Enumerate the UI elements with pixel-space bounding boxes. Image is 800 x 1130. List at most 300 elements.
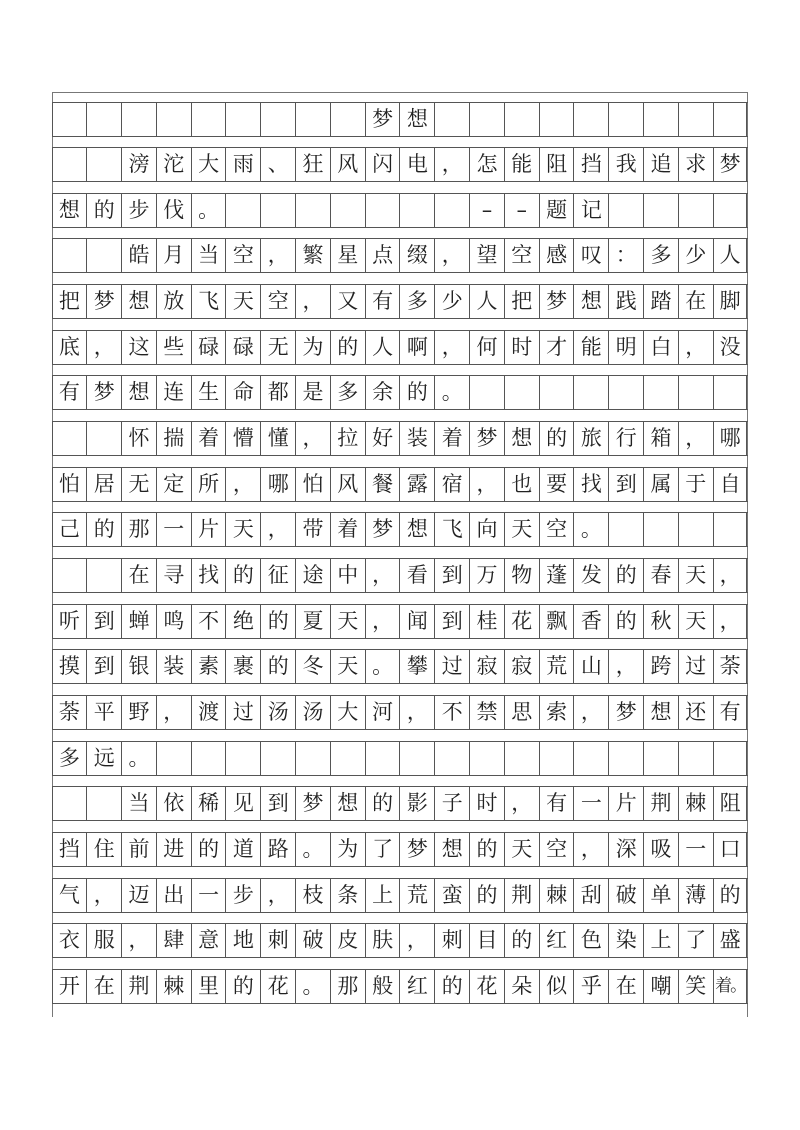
grid-cell: 啊 — [399, 331, 434, 364]
grid-cell: 为 — [295, 331, 330, 364]
grid-cell: 听 — [52, 605, 87, 638]
grid-cell: 征 — [260, 559, 295, 592]
grid-cell: 寂 — [469, 650, 504, 683]
grid-cell: 空 — [260, 285, 295, 318]
grid-cell — [713, 513, 748, 546]
grid-cell: 天 — [678, 559, 713, 592]
grid-cell: 能 — [504, 148, 539, 181]
grid-cell: 裹 — [225, 650, 260, 683]
grid-cell: 生 — [191, 376, 226, 409]
grid-cell: 天 — [330, 650, 365, 683]
grid-cell: 在 — [121, 559, 156, 592]
grid-cell: 似 — [539, 970, 574, 1003]
grid-cell: ， — [713, 559, 748, 592]
grid-cell: 片 — [191, 513, 226, 546]
grid-cell: 想 — [504, 422, 539, 455]
grid-cell — [156, 742, 191, 775]
grid-cell: 一 — [573, 787, 608, 820]
grid-cell: 看 — [399, 559, 434, 592]
grid-cell: 才 — [539, 331, 574, 364]
grid-cell — [295, 742, 330, 775]
grid-cell: ， — [365, 605, 400, 638]
grid-cell: 肤 — [365, 924, 400, 957]
essay-line — [52, 832, 748, 867]
grid-cell — [643, 513, 678, 546]
grid-cell: 。 — [121, 742, 156, 775]
grid-cell: 白 — [643, 331, 678, 364]
grid-cell: 想 — [399, 513, 434, 546]
title-row — [52, 102, 748, 137]
grid-cell — [539, 376, 574, 409]
grid-cell: ， — [156, 696, 191, 729]
grid-cell: 想 — [573, 285, 608, 318]
grid-cell: 的 — [365, 787, 400, 820]
grid-cell: 索 — [539, 696, 574, 729]
grid-cell: 的 — [191, 833, 226, 866]
grid-cell: 想 — [52, 194, 87, 227]
grid-cell: 多 — [52, 742, 87, 775]
grid-cell: 想 — [121, 285, 156, 318]
grid-cell: 夏 — [295, 605, 330, 638]
grid-cell: 要 — [539, 468, 574, 501]
grid-cell: 刺 — [434, 924, 469, 957]
grid-cell: 进 — [156, 833, 191, 866]
grid-cell: 星 — [330, 239, 365, 272]
grid-cell: 气 — [52, 879, 87, 912]
grid-cell: 那 — [121, 513, 156, 546]
grid-cell: 万 — [469, 559, 504, 592]
grid-cell: 梦 — [86, 285, 121, 318]
grid-cell: 意 — [191, 924, 226, 957]
grid-cell — [191, 742, 226, 775]
grid-cell: 飞 — [191, 285, 226, 318]
essay-line — [52, 421, 748, 456]
grid-cell: 少 — [434, 285, 469, 318]
essay-title-char: 想 — [399, 103, 434, 136]
grid-cell: 河 — [365, 696, 400, 729]
grid-cell: 梦 — [608, 696, 643, 729]
grid-cell: 风 — [330, 468, 365, 501]
grid-cell: 雨 — [225, 148, 260, 181]
grid-cell: ， — [434, 148, 469, 181]
grid-cell: 找 — [191, 559, 226, 592]
grid-cell: 宿 — [434, 468, 469, 501]
grid-cell — [678, 513, 713, 546]
grid-cell: ： — [608, 239, 643, 272]
grid-cell: 空 — [225, 239, 260, 272]
grid-cell: 有 — [52, 376, 87, 409]
grid-cell: 己 — [52, 513, 87, 546]
grid-cell: 时 — [504, 331, 539, 364]
grid-cell: 餐 — [365, 468, 400, 501]
grid-cell: 有 — [539, 787, 574, 820]
grid-cell: 目 — [469, 924, 504, 957]
grid-cell: 题 — [539, 194, 574, 227]
grid-cell — [86, 239, 121, 272]
grid-cell: 月 — [156, 239, 191, 272]
grid-cell: 明 — [608, 331, 643, 364]
grid-cell: 当 — [191, 239, 226, 272]
grid-cell: ， — [86, 331, 121, 364]
grid-cell: 摸 — [52, 650, 87, 683]
grid-cell — [643, 194, 678, 227]
grid-cell: 到 — [434, 559, 469, 592]
grid-cell: 吸 — [643, 833, 678, 866]
grid-cell: 蓬 — [539, 559, 574, 592]
grid-cell: 梦 — [86, 376, 121, 409]
grid-cell: 汤 — [260, 696, 295, 729]
grid-cell — [52, 148, 87, 181]
grid-cell: 乎 — [573, 970, 608, 1003]
essay-line — [52, 238, 748, 273]
grid-cell: 依 — [156, 787, 191, 820]
grid-cell: 禁 — [469, 696, 504, 729]
grid-cell: 花 — [469, 970, 504, 1003]
grid-cell: 当 — [121, 787, 156, 820]
grid-cell: 。 — [573, 513, 608, 546]
grid-cell: 口 — [713, 833, 748, 866]
grid-cell: 跨 — [643, 650, 678, 683]
grid-cell: 到 — [86, 650, 121, 683]
grid-cell: ， — [678, 331, 713, 364]
grid-cell: 野 — [121, 696, 156, 729]
grid-cell — [260, 194, 295, 227]
grid-cell: 秋 — [643, 605, 678, 638]
grid-cell — [573, 376, 608, 409]
essay-line — [52, 604, 748, 639]
grid-cell: 的 — [225, 559, 260, 592]
essay-line — [52, 969, 748, 1004]
grid-cell — [52, 787, 87, 820]
grid-cell — [52, 239, 87, 272]
grid-cell: 到 — [260, 787, 295, 820]
essay-line — [52, 923, 748, 958]
grid-cell: 步 — [225, 879, 260, 912]
grid-cell: 挡 — [573, 148, 608, 181]
grid-cell: ， — [399, 696, 434, 729]
grid-cell: ， — [260, 879, 295, 912]
grid-cell: 梦 — [713, 148, 748, 181]
grid-cell: 的 — [434, 970, 469, 1003]
grid-cell: 行 — [608, 422, 643, 455]
grid-cell — [713, 103, 748, 136]
grid-cell: 的 — [469, 879, 504, 912]
essay-line — [52, 512, 748, 547]
grid-cell — [608, 742, 643, 775]
grid-cell: 飞 — [434, 513, 469, 546]
grid-cell: 是 — [295, 376, 330, 409]
grid-cell: 箱 — [643, 422, 678, 455]
grid-cell — [434, 194, 469, 227]
grid-cell: 笑 — [678, 970, 713, 1003]
grid-cell: 开 — [52, 970, 87, 1003]
grid-cell: 条 — [330, 879, 365, 912]
grid-cell — [539, 103, 574, 136]
grid-cell — [608, 194, 643, 227]
grid-cell — [330, 194, 365, 227]
grid-cell — [86, 148, 121, 181]
grid-cell: 、 — [260, 148, 295, 181]
grid-cell — [330, 742, 365, 775]
grid-cell: ， — [678, 422, 713, 455]
grid-cell: 单 — [643, 879, 678, 912]
grid-cell: 汤 — [295, 696, 330, 729]
grid-cell — [469, 103, 504, 136]
essay-line — [52, 695, 748, 730]
grid-cell: 到 — [434, 605, 469, 638]
grid-cell: 服 — [86, 924, 121, 957]
grid-cell: 的 — [86, 513, 121, 546]
grid-cell: ， — [399, 924, 434, 957]
grid-cell — [434, 742, 469, 775]
grid-cell: ， — [121, 924, 156, 957]
grid-cell: 空 — [539, 513, 574, 546]
grid-cell: 肆 — [156, 924, 191, 957]
grid-cell: 寂 — [504, 650, 539, 683]
grid-cell: 。 — [295, 970, 330, 1003]
grid-cell: 电 — [399, 148, 434, 181]
grid-cell: 时 — [469, 787, 504, 820]
grid-cell: 能 — [573, 331, 608, 364]
grid-cell: 出 — [156, 879, 191, 912]
grid-cell — [643, 103, 678, 136]
grid-cell: 刺 — [260, 924, 295, 957]
grid-cell: 皓 — [121, 239, 156, 272]
grid-cell: 梦 — [399, 833, 434, 866]
grid-cell: 把 — [52, 285, 87, 318]
grid-cell: ， — [434, 239, 469, 272]
essay-line — [52, 330, 748, 365]
grid-cell: 我 — [608, 148, 643, 181]
grid-cell: ， — [434, 331, 469, 364]
grid-cell — [330, 103, 365, 136]
grid-cell: 中 — [330, 559, 365, 592]
grid-cell: ， — [713, 605, 748, 638]
grid-cell — [643, 742, 678, 775]
grid-cell: 露 — [399, 468, 434, 501]
grid-cell: 于 — [678, 468, 713, 501]
grid-cell: 了 — [365, 833, 400, 866]
grid-cell: 怎 — [469, 148, 504, 181]
grid-cell: 多 — [399, 285, 434, 318]
grid-cell: 了 — [678, 924, 713, 957]
grid-cell: 枝 — [295, 879, 330, 912]
grid-cell — [365, 194, 400, 227]
grid-cell: 染 — [608, 924, 643, 957]
grid-cell: 迈 — [121, 879, 156, 912]
grid-cell: 的 — [86, 194, 121, 227]
grid-cell: 属 — [643, 468, 678, 501]
grid-cell: 命 — [225, 376, 260, 409]
grid-cell — [399, 742, 434, 775]
grid-cell: 碌 — [191, 331, 226, 364]
grid-cell: 上 — [365, 879, 400, 912]
grid-cell: 见 — [225, 787, 260, 820]
essay-line — [52, 786, 748, 821]
grid-cell: 蛮 — [434, 879, 469, 912]
grid-cell — [573, 103, 608, 136]
essay-line — [52, 878, 748, 913]
grid-cell: 叹 — [573, 239, 608, 272]
grid-cell: 攀 — [399, 650, 434, 683]
grid-cell: 。 — [295, 833, 330, 866]
grid-cell: 天 — [225, 285, 260, 318]
grid-cell: 懂 — [260, 422, 295, 455]
grid-cell: 寻 — [156, 559, 191, 592]
grid-cell: 不 — [191, 605, 226, 638]
grid-cell: 盛 — [713, 924, 748, 957]
grid-cell: 桂 — [469, 605, 504, 638]
grid-cell: 梦 — [365, 513, 400, 546]
grid-cell — [713, 376, 748, 409]
grid-cell: 还 — [678, 696, 713, 729]
grid-cell: 绝 — [225, 605, 260, 638]
grid-cell: 狂 — [295, 148, 330, 181]
grid-cell: 棘 — [156, 970, 191, 1003]
grid-cell: 的 — [260, 605, 295, 638]
grid-cell: 荆 — [643, 787, 678, 820]
grid-cell — [52, 103, 87, 136]
grid-cell: 带 — [295, 513, 330, 546]
grid-cell: 哪 — [260, 468, 295, 501]
grid-cell: 脚 — [713, 285, 748, 318]
grid-cell: – — [469, 194, 504, 227]
grid-cell — [713, 742, 748, 775]
grid-cell: 皮 — [330, 924, 365, 957]
grid-cell: ， — [295, 285, 330, 318]
grid-cell: 天 — [678, 605, 713, 638]
essay-line — [52, 741, 748, 776]
grid-cell: 在 — [86, 970, 121, 1003]
grid-cell: 过 — [225, 696, 260, 729]
grid-cell: 闻 — [399, 605, 434, 638]
grid-cell: 余 — [365, 376, 400, 409]
grid-cell: 稀 — [191, 787, 226, 820]
grid-cell: 都 — [260, 376, 295, 409]
grid-cell: 途 — [295, 559, 330, 592]
grid-cell: 梦 — [295, 787, 330, 820]
grid-cell: 着 — [191, 422, 226, 455]
grid-cell: 望 — [469, 239, 504, 272]
grid-cell: 的 — [399, 376, 434, 409]
grid-cell: 到 — [608, 468, 643, 501]
grid-cell: 向 — [469, 513, 504, 546]
grid-cell — [608, 376, 643, 409]
grid-cell: 素 — [191, 650, 226, 683]
grid-cell: 空 — [539, 833, 574, 866]
grid-cell: ， — [608, 650, 643, 683]
grid-cell — [86, 103, 121, 136]
grid-cell: 又 — [330, 285, 365, 318]
essay-line — [52, 284, 748, 319]
grid-cell: 人 — [713, 239, 748, 272]
grid-cell — [86, 422, 121, 455]
grid-cell: 飘 — [539, 605, 574, 638]
grid-cell: 薄 — [678, 879, 713, 912]
grid-cell: 荆 — [121, 970, 156, 1003]
essay-grid-paper — [52, 92, 748, 1017]
grid-cell — [573, 742, 608, 775]
grid-cell: ， — [365, 559, 400, 592]
grid-cell: 在 — [678, 285, 713, 318]
grid-cell: 一 — [678, 833, 713, 866]
grid-cell: 定 — [156, 468, 191, 501]
grid-cell: 找 — [573, 468, 608, 501]
grid-cell: 着 — [434, 422, 469, 455]
grid-cell — [225, 194, 260, 227]
grid-cell: ， — [573, 696, 608, 729]
grid-cell: 拉 — [330, 422, 365, 455]
grid-cell — [643, 376, 678, 409]
grid-cell: 的 — [539, 422, 574, 455]
grid-cell — [260, 103, 295, 136]
grid-cell: ， — [469, 468, 504, 501]
grid-cell — [678, 103, 713, 136]
grid-cell: 挡 — [52, 833, 87, 866]
grid-cell: 何 — [469, 331, 504, 364]
grid-cell: 沱 — [156, 148, 191, 181]
grid-cell — [608, 513, 643, 546]
grid-cell: 破 — [608, 879, 643, 912]
grid-cell: 点 — [365, 239, 400, 272]
grid-cell: 过 — [434, 650, 469, 683]
grid-cell: 想 — [643, 696, 678, 729]
grid-cell — [260, 742, 295, 775]
grid-cell: 的 — [225, 970, 260, 1003]
grid-cell: 天 — [504, 513, 539, 546]
grid-cell: 怀 — [121, 422, 156, 455]
grid-cell: 过 — [678, 650, 713, 683]
grid-cell — [678, 194, 713, 227]
grid-cell: 住 — [86, 833, 121, 866]
grid-cell — [191, 103, 226, 136]
essay-line — [52, 375, 748, 410]
grid-cell — [713, 194, 748, 227]
grid-cell: 追 — [643, 148, 678, 181]
grid-cell: 也 — [504, 468, 539, 501]
grid-cell: ， — [260, 239, 295, 272]
grid-cell: 求 — [678, 148, 713, 181]
grid-cell: 的 — [260, 650, 295, 683]
grid-cell: 一 — [191, 879, 226, 912]
grid-cell: 冬 — [295, 650, 330, 683]
grid-cell — [504, 103, 539, 136]
grid-cell: 。 — [365, 650, 400, 683]
grid-cell: 的 — [469, 833, 504, 866]
grid-cell — [539, 742, 574, 775]
grid-cell — [295, 194, 330, 227]
grid-cell: 缀 — [399, 239, 434, 272]
grid-cell: 荼 — [713, 650, 748, 683]
grid-cell: 物 — [504, 559, 539, 592]
grid-cell: 子 — [434, 787, 469, 820]
grid-cell: 为 — [330, 833, 365, 866]
grid-cell: 伐 — [156, 194, 191, 227]
grid-cell: 荒 — [539, 650, 574, 683]
grid-cell — [504, 376, 539, 409]
grid-cell: 居 — [86, 468, 121, 501]
grid-cell: 这 — [121, 331, 156, 364]
grid-cell: 踏 — [643, 285, 678, 318]
grid-cell: 路 — [260, 833, 295, 866]
grid-cell — [469, 742, 504, 775]
grid-cell: 银 — [121, 650, 156, 683]
grid-cell: 装 — [399, 422, 434, 455]
grid-cell: 自 — [713, 468, 748, 501]
grid-cell: 有 — [713, 696, 748, 729]
grid-cell: 花 — [504, 605, 539, 638]
grid-cell: 风 — [330, 148, 365, 181]
